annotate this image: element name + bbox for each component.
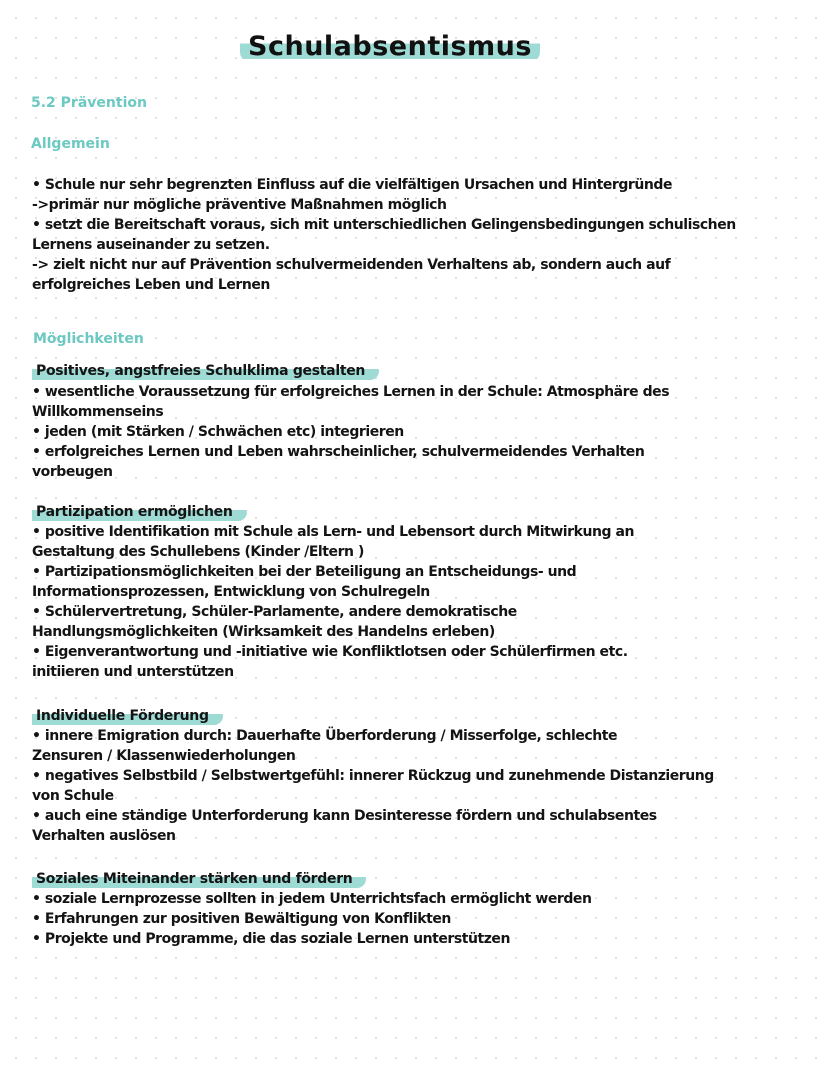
- allgemein-body: [32, 175, 822, 295]
- block-1-title-wrap: [32, 362, 379, 380]
- block-1-title: Positives, angstfreies Schulklima gestalten: [32, 362, 379, 380]
- allgemein-line: • setzt die Bereitschaft voraus, sich mit unterschiedlichen Gelingensbedingungen schulischen: [32, 217, 736, 233]
- block-2-line: • positive Identifikation mit Schule als Lern- und Lebensort durch Mitwirkung an: [32, 524, 635, 540]
- block-3-title: Individuelle Förderung: [32, 707, 223, 725]
- block-3-line: von Schule: [32, 788, 114, 804]
- block-1-line: Willkommenseins: [32, 404, 164, 420]
- block-2-line: • Partizipationsmöglichkeiten bei der Beteiligung an Entscheidungs- und: [32, 564, 577, 580]
- block-1-line: • jeden (mit Stärken / Schwächen etc) integrieren: [32, 424, 404, 440]
- block-3-line: • negatives Selbstbild / Selbstwertgefühl: innerer Rückzug und zunehmende Distanzierung: [32, 768, 714, 784]
- block-3-body: [32, 726, 822, 846]
- block-4-title: Soziales Miteinander stärken und fördern: [32, 870, 366, 888]
- block-2-title: Partizipation ermöglichen: [32, 503, 247, 521]
- moeglichkeiten-heading: Möglichkeiten: [33, 331, 144, 347]
- block-3-line: Zensuren / Klassenwiederholungen: [32, 748, 296, 764]
- block-2-line: Gestaltung des Schullebens (Kinder /Eltern ): [32, 544, 364, 560]
- block-3-line: • auch eine ständige Unterforderung kann Desinteresse fördern und schulabsentes: [32, 808, 657, 824]
- allgemein-heading: Allgemein: [31, 136, 110, 152]
- block-4-line: • soziale Lernprozesse sollten in jedem Unterrichtsfach ermöglicht werden: [32, 891, 592, 907]
- block-2-line: Handlungsmöglichkeiten (Wirksamkeit des Handelns erleben): [32, 624, 495, 640]
- block-2-line: Informationsprozessen, Entwicklung von Schulregeln: [32, 584, 430, 600]
- block-1-line: • wesentliche Voraussetzung für erfolgreiches Lernen in der Schule: Atmosphäre des: [32, 384, 670, 400]
- block-2-body: [32, 522, 822, 682]
- page-title: Schulabsentismus: [240, 30, 540, 62]
- block-2-line: • Eigenverantwortung und -initiative wie Konfliktlotsen oder Schülerfirmen etc.: [32, 644, 628, 660]
- block-4-line: • Erfahrungen zur positiven Bewältigung von Konflikten: [32, 911, 451, 927]
- block-4-line: • Projekte und Programme, die das soziale Lernen unterstützen: [32, 931, 510, 947]
- block-3-title-wrap: [32, 707, 223, 725]
- allgemein-line: Lernens auseinander zu setzen.: [32, 237, 270, 253]
- block-1-line: vorbeugen: [32, 464, 113, 480]
- block-3-line: • innere Emigration durch: Dauerhafte Überforderung / Misserfolge, schlechte: [32, 728, 618, 744]
- page-title-wrap: [0, 30, 780, 62]
- block-4-body: [32, 889, 822, 949]
- block-3-line: Verhalten auslösen: [32, 828, 176, 844]
- allgemein-line: • Schule nur sehr begrenzten Einfluss auf die vielfältigen Ursachen und Hintergründe: [32, 177, 673, 193]
- allgemein-line: -> zielt nicht nur auf Prävention schulvermeidenden Verhaltens ab, sondern auch auf: [32, 257, 671, 273]
- section-number-heading: 5.2 Prävention: [31, 95, 147, 111]
- allgemein-line: ->primär nur mögliche präventive Maßnahmen möglich: [32, 197, 447, 213]
- allgemein-line: erfolgreiches Leben und Lernen: [32, 277, 270, 293]
- block-4-title-wrap: [32, 870, 366, 888]
- block-1-body: [32, 382, 822, 482]
- block-2-line: • Schülervertretung, Schüler-Parlamente, andere demokratische: [32, 604, 517, 620]
- block-2-line: initiieren und unterstützen: [32, 664, 234, 680]
- block-2-title-wrap: [32, 503, 247, 521]
- block-1-line: • erfolgreiches Lernen und Leben wahrscheinlicher, schulvermeidendes Verhalten: [32, 444, 645, 460]
